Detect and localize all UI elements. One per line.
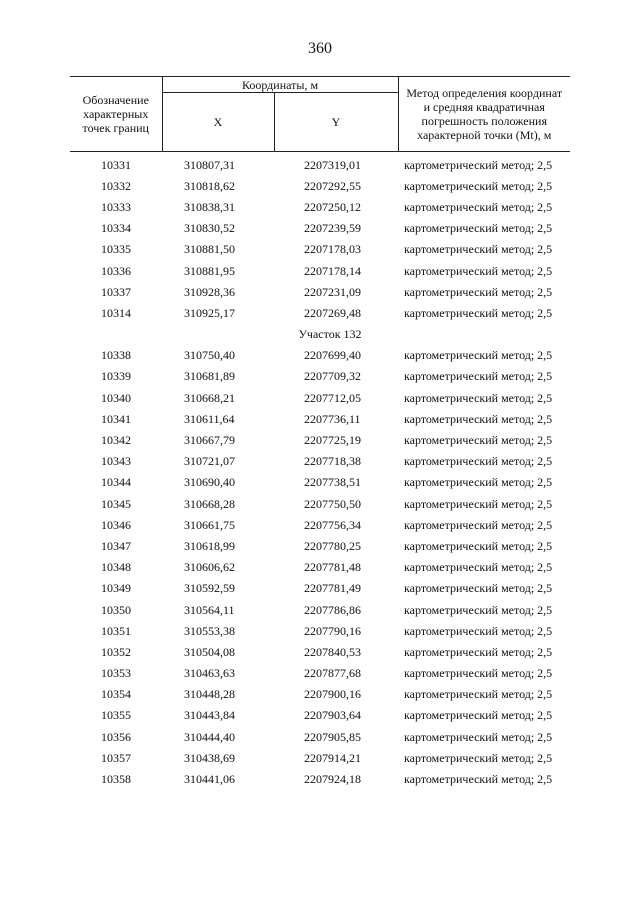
point-cell: 10339	[101, 369, 131, 384]
point-cell: 10352	[101, 644, 131, 659]
x-cell: 310925,17	[184, 305, 235, 320]
y-cell: 2207790,16	[304, 623, 361, 638]
y-cell: 2207178,14	[304, 263, 361, 278]
y-cell: 2207319,01	[304, 157, 361, 172]
y-cell: 2207178,03	[304, 242, 361, 257]
point-cell: 10336	[101, 263, 131, 278]
x-cell: 310750,40	[184, 348, 235, 363]
table-row	[70, 747, 570, 768]
method-cell: картометрический метод; 2,5	[404, 623, 553, 638]
y-cell: 2207292,55	[304, 178, 361, 193]
table-row	[70, 663, 570, 684]
method-cell: картометрический метод; 2,5	[404, 263, 553, 278]
table-row	[70, 302, 570, 323]
y-cell: 2207250,12	[304, 199, 361, 214]
point-cell: 10337	[101, 284, 131, 299]
method-cell: картометрический метод; 2,5	[404, 475, 553, 490]
y-cell: 2207781,48	[304, 560, 361, 575]
method-cell: картометрический метод; 2,5	[404, 284, 553, 299]
table-row	[70, 620, 570, 641]
point-cell: 10341	[101, 411, 131, 426]
point-cell: 10354	[101, 687, 131, 702]
y-header: Y	[274, 93, 398, 152]
method-cell: картометрический метод; 2,5	[404, 199, 553, 214]
point-designation-header: Обозначение характерных точек границ	[70, 77, 162, 152]
x-header: X	[162, 93, 274, 152]
y-cell: 2207699,40	[304, 348, 361, 363]
x-cell: 310618,99	[184, 538, 235, 553]
point-cell: 10334	[101, 221, 131, 236]
method-cell: картометрический метод; 2,5	[404, 750, 553, 765]
y-cell: 2207750,50	[304, 496, 361, 511]
table-header	[70, 77, 570, 152]
table-row	[70, 578, 570, 599]
table-row	[70, 493, 570, 514]
point-cell: 10342	[101, 433, 131, 448]
table-body-group-1	[70, 152, 570, 324]
method-cell: картометрический метод; 2,5	[404, 644, 553, 659]
y-cell: 2207877,68	[304, 666, 361, 681]
point-cell: 10348	[101, 560, 131, 575]
point-cell: 10347	[101, 538, 131, 553]
method-cell: картометрический метод; 2,5	[404, 242, 553, 257]
table-row	[70, 726, 570, 747]
y-cell: 2207231,09	[304, 284, 361, 299]
x-cell: 310838,31	[184, 199, 235, 214]
y-cell: 2207903,64	[304, 708, 361, 723]
point-cell: 10314	[101, 305, 131, 320]
page-number: 360	[308, 40, 332, 57]
x-cell: 310928,36	[184, 284, 235, 299]
table-row	[70, 514, 570, 535]
x-cell: 310807,31	[184, 157, 235, 172]
point-cell: 10355	[101, 708, 131, 723]
y-cell: 2207780,25	[304, 538, 361, 553]
table-row	[70, 557, 570, 578]
table-row	[70, 196, 570, 217]
x-cell: 310463,63	[184, 666, 235, 681]
point-cell: 10331	[101, 157, 131, 172]
x-cell: 310661,75	[184, 517, 235, 532]
method-cell: картометрический метод; 2,5	[404, 602, 553, 617]
y-cell: 2207709,32	[304, 369, 361, 384]
point-cell: 10344	[101, 475, 131, 490]
y-cell: 2207738,51	[304, 475, 361, 490]
table-row	[70, 260, 570, 281]
method-cell: картометрический метод; 2,5	[404, 390, 553, 405]
table-row	[70, 239, 570, 260]
method-cell: картометрический метод; 2,5	[404, 581, 553, 596]
x-cell: 310881,50	[184, 242, 235, 257]
method-cell: картометрический метод; 2,5	[404, 411, 553, 426]
method-cell: картометрический метод; 2,5	[404, 305, 553, 320]
coordinates-table	[70, 76, 570, 790]
point-cell: 10349	[101, 581, 131, 596]
method-cell: картометрический метод; 2,5	[404, 221, 553, 236]
x-cell: 310721,07	[184, 454, 235, 469]
x-cell: 310504,08	[184, 644, 235, 659]
point-cell: 10340	[101, 390, 131, 405]
point-cell: 10333	[101, 199, 131, 214]
point-cell: 10338	[101, 348, 131, 363]
point-cell: 10358	[101, 772, 131, 787]
x-cell: 310443,84	[184, 708, 235, 723]
method-cell: картометрический метод; 2,5	[404, 560, 553, 575]
x-cell: 310668,21	[184, 390, 235, 405]
y-cell: 2207718,38	[304, 454, 361, 469]
point-cell: 10346	[101, 517, 131, 532]
table-row	[70, 218, 570, 239]
point-cell: 10332	[101, 178, 131, 193]
table-row	[70, 175, 570, 196]
method-cell: картометрический метод; 2,5	[404, 348, 553, 363]
x-cell: 310564,11	[184, 602, 235, 617]
method-cell: картометрический метод; 2,5	[404, 687, 553, 702]
method-header: Метод определения координат и средняя квадратичная погрешность положения характерной точки (Mt), м	[398, 77, 570, 152]
point-cell: 10351	[101, 623, 131, 638]
table-row	[70, 281, 570, 302]
table-row	[70, 641, 570, 662]
method-cell: картометрический метод; 2,5	[404, 666, 553, 681]
method-cell: картометрический метод; 2,5	[404, 433, 553, 448]
method-cell: картометрический метод; 2,5	[404, 772, 553, 787]
y-cell: 2207840,53	[304, 644, 361, 659]
y-cell: 2207736,11	[304, 411, 361, 426]
x-cell: 310611,64	[184, 411, 235, 426]
table-row	[70, 152, 570, 176]
table-row	[70, 705, 570, 726]
table-row	[70, 535, 570, 556]
point-cell: 10353	[101, 666, 131, 681]
x-cell: 310881,95	[184, 263, 235, 278]
method-cell: картометрический метод; 2,5	[404, 157, 553, 172]
x-cell: 310818,62	[184, 178, 235, 193]
y-cell: 2207924,18	[304, 772, 361, 787]
table-row	[70, 451, 570, 472]
y-cell: 2207756,34	[304, 517, 361, 532]
method-cell: картометрический метод; 2,5	[404, 517, 553, 532]
point-cell: 10356	[101, 729, 131, 744]
x-cell: 310444,40	[184, 729, 235, 744]
y-cell: 2207725,19	[304, 433, 361, 448]
method-cell: картометрический метод; 2,5	[404, 708, 553, 723]
table-row	[70, 768, 570, 789]
y-cell: 2207239,59	[304, 221, 361, 236]
section-title: Участок 132	[298, 327, 362, 342]
table-row	[70, 599, 570, 620]
x-cell: 310553,38	[184, 623, 235, 638]
method-cell: картометрический метод; 2,5	[404, 496, 553, 511]
y-cell: 2207786,86	[304, 602, 361, 617]
table-row	[70, 429, 570, 450]
x-cell: 310668,28	[184, 496, 235, 511]
table-body-group-2	[70, 345, 570, 790]
x-cell: 310606,62	[184, 560, 235, 575]
y-cell: 2207900,16	[304, 687, 361, 702]
y-cell: 2207712,05	[304, 390, 361, 405]
table-row	[70, 408, 570, 429]
x-cell: 310681,89	[184, 369, 235, 384]
x-cell: 310448,28	[184, 687, 235, 702]
y-cell: 2207914,21	[304, 750, 361, 765]
x-cell: 310438,69	[184, 750, 235, 765]
section-divider	[70, 324, 570, 345]
x-cell: 310441,06	[184, 772, 235, 787]
y-cell: 2207269,48	[304, 305, 361, 320]
point-cell: 10345	[101, 496, 131, 511]
x-cell: 310690,40	[184, 475, 235, 490]
coordinates-header: Координаты, м	[162, 77, 398, 93]
table-row	[70, 684, 570, 705]
point-cell: 10343	[101, 454, 131, 469]
x-cell: 310667,79	[184, 433, 235, 448]
table-row	[70, 345, 570, 366]
x-cell: 310830,52	[184, 221, 235, 236]
method-cell: картометрический метод; 2,5	[404, 538, 553, 553]
x-cell: 310592,59	[184, 581, 235, 596]
y-cell: 2207905,85	[304, 729, 361, 744]
method-cell: картометрический метод; 2,5	[404, 369, 553, 384]
table-row	[70, 472, 570, 493]
table-row	[70, 366, 570, 387]
point-cell: 10335	[101, 242, 131, 257]
point-cell: 10357	[101, 750, 131, 765]
y-cell: 2207781,49	[304, 581, 361, 596]
method-cell: картометрический метод; 2,5	[404, 178, 553, 193]
point-cell: 10350	[101, 602, 131, 617]
table-row	[70, 387, 570, 408]
method-cell: картометрический метод; 2,5	[404, 454, 553, 469]
method-cell: картометрический метод; 2,5	[404, 729, 553, 744]
